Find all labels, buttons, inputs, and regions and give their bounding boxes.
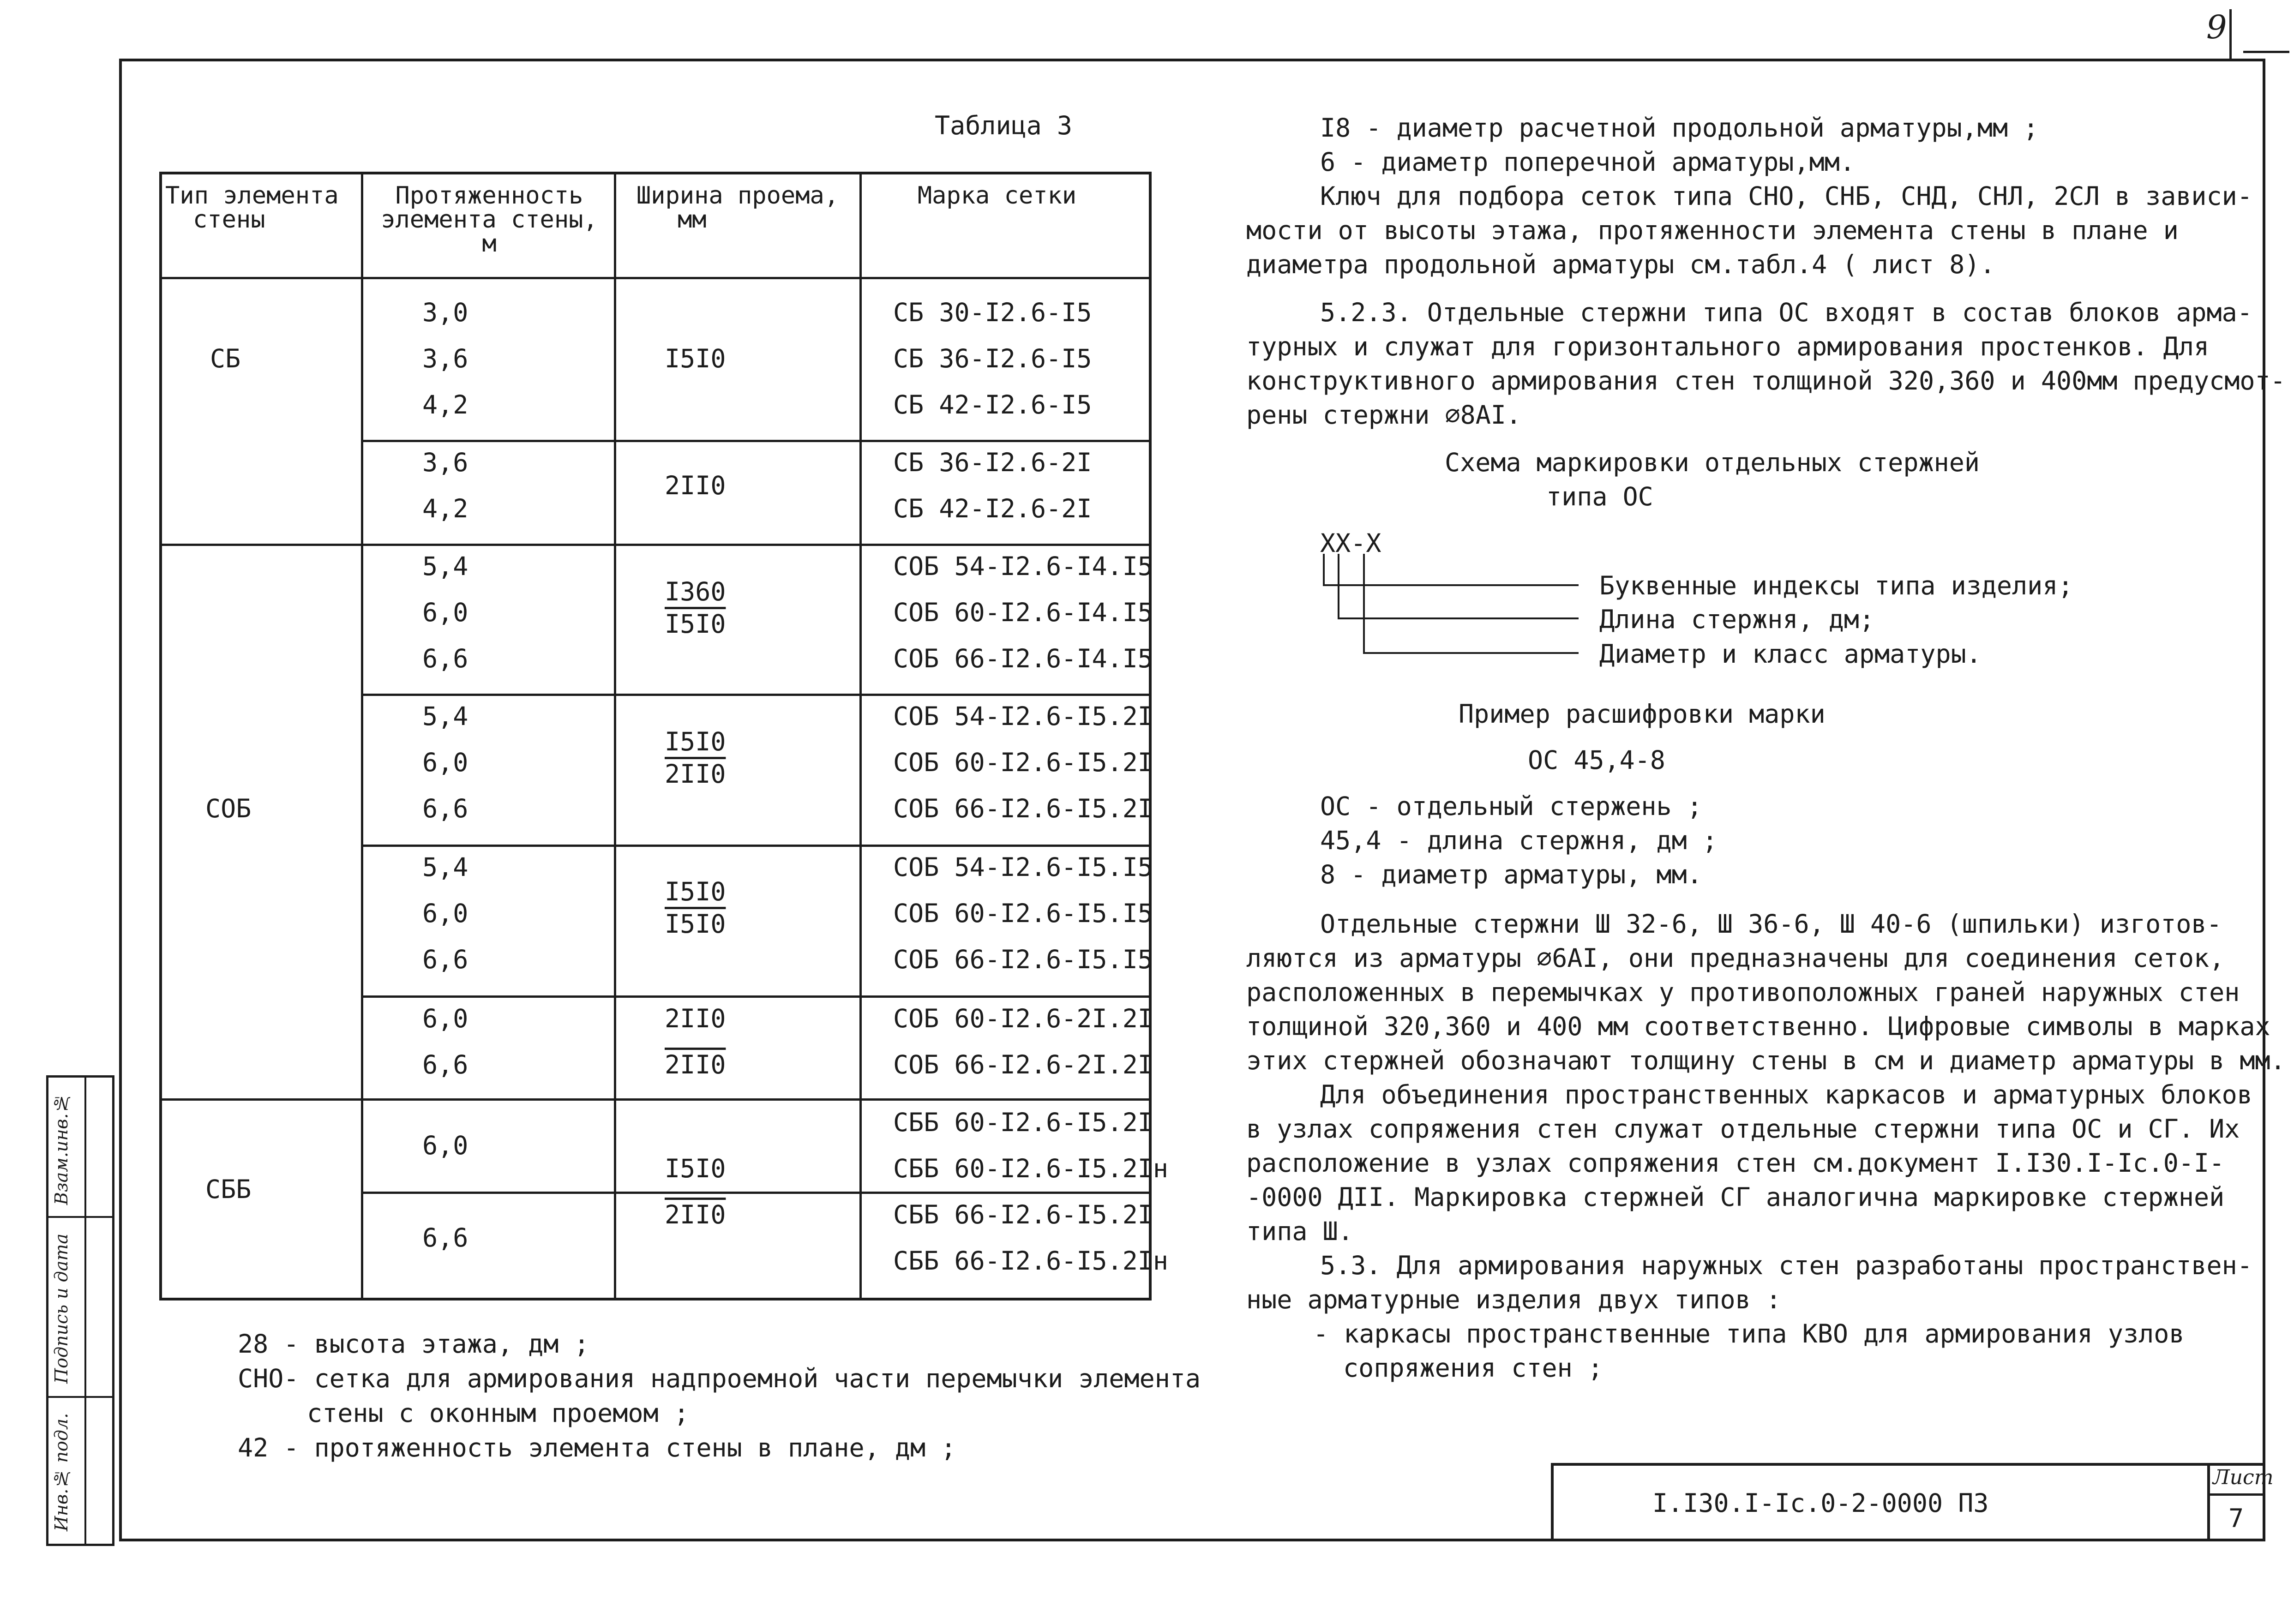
example-item: 8 - диаметр арматуры, мм. — [1320, 860, 1702, 889]
length-cell: 3,6 — [422, 344, 468, 373]
length-cell: 6,0 — [422, 1131, 468, 1160]
mark-cell: СОБ 66-I2.6-I5.2I — [893, 794, 1153, 823]
scheme-item: Буквенные индексы типа изделия; — [1599, 571, 2073, 600]
header-length-line2: элемента стены, — [381, 206, 598, 234]
length-cell: 6,6 — [422, 1050, 468, 1079]
mark-cell: СБ 36-I2.6-2I — [893, 448, 1092, 477]
mark-cell: СОБ 66-I2.6-I5.I5 — [893, 945, 1153, 974]
width-cell: 2II0 — [665, 471, 726, 500]
example-item: ОС - отдельный стержень ; — [1320, 791, 1702, 821]
header-length-line1: Протяженность — [395, 182, 583, 210]
length-cell: 4,2 — [422, 390, 468, 419]
scheme-code: XX-X — [1320, 528, 1381, 558]
text-line: типа Ш. — [1246, 1217, 1353, 1246]
sheet-label: Лист — [2213, 1466, 2274, 1489]
length-cell: 6,6 — [422, 1223, 468, 1252]
length-cell: 6,0 — [422, 598, 468, 627]
text-line: сопряжения стен ; — [1343, 1353, 1603, 1383]
text-line: 6 - диаметр поперечной арматуры,мм. — [1320, 147, 1855, 177]
width-cell-top: I5I0 — [665, 1154, 726, 1183]
width-cell-bottom: 2II0 — [665, 759, 726, 789]
type-sob: СОБ — [205, 794, 252, 823]
text-line: толщиной 320,360 и 400 мм соответственно. Цифровые символы в марках — [1246, 1012, 2270, 1041]
width-cell-bottom: 2II0 — [665, 1050, 726, 1079]
note-line: стены с оконным проемом ; — [307, 1398, 689, 1428]
mark-cell: СОБ 54-I2.6-I4.I5 — [893, 551, 1153, 581]
text-line: диаметра продольной арматуры см.табл.4 ( лист 8). — [1246, 250, 1995, 279]
scheme-leader-lines — [1320, 554, 1597, 665]
mark-cell: СБ 30-I2.6-I5 — [893, 298, 1092, 327]
mark-cell: СОБ 66-I2.6-2I.2I — [893, 1050, 1153, 1079]
header-width-line2: мм — [678, 206, 707, 234]
side-stamp — [46, 1075, 114, 1546]
note-line: 42 - протяженность элемента стены в плане, дм ; — [238, 1433, 956, 1462]
width-cell: I5I0 — [665, 344, 726, 373]
header-type-line1: Тип элемента — [165, 182, 339, 210]
text-line: расположенных в перемычках у противоположных граней наружных стен — [1246, 977, 2240, 1007]
width-cell-top: I5I0 — [665, 727, 726, 756]
document-code: I.I30.I-Ic.0-2-0000 ПЗ — [1652, 1488, 1989, 1518]
text-line: турных и служат для горизонтального армирования простенков. Для — [1246, 332, 2210, 361]
mark-cell: СОБ 60-I2.6-I5.2I — [893, 748, 1153, 777]
text-line: -0000 ДII. Маркировка стержней СГ аналогична маркировке стержней — [1246, 1182, 2225, 1212]
width-cell-top: I360 — [665, 577, 726, 606]
mark-cell: СОБ 60-I2.6-I4.I5 — [893, 598, 1153, 627]
length-cell: 6,0 — [422, 899, 468, 928]
text-line: ляются из арматуры ⌀6AI, они предназначены для соединения сеток, — [1246, 943, 2225, 973]
text-line: этих стержней обозначают толщину стены в см и диаметр арматуры в мм. — [1246, 1046, 2286, 1075]
length-cell: 6,0 — [422, 748, 468, 777]
text-line: Отдельные стержни Ш 32-6, Ш 36-6, Ш 40-6 (шпильки) изготов- — [1320, 909, 2222, 939]
stamp-inv-label: Инв.№ подл. — [51, 1413, 72, 1532]
width-cell-bottom: I5I0 — [665, 609, 726, 639]
mark-cell: СББ 60-I2.6-I5.2Iн — [893, 1154, 1169, 1183]
note-line: 28 - высота этажа, дм ; — [238, 1329, 589, 1359]
example-title: Пример расшифровки марки — [1459, 699, 1826, 729]
length-cell: 6,6 — [422, 945, 468, 974]
length-cell: 3,0 — [422, 298, 468, 327]
mark-cell: СОБ 54-I2.6-I5.2I — [893, 701, 1153, 731]
width-cell-bottom: 2II0 — [665, 1200, 726, 1229]
header-type-line2: стены — [193, 206, 265, 234]
mark-cell: СББ 66-I2.6-I5.2I — [893, 1200, 1153, 1229]
stamp-vzam-label: Взам.инв.№ — [51, 1093, 72, 1205]
width-cell-bottom: I5I0 — [665, 909, 726, 939]
length-cell: 5,4 — [422, 551, 468, 581]
mark-cell: СОБ 54-I2.6-I5.I5 — [893, 852, 1153, 882]
length-cell: 6,6 — [422, 644, 468, 673]
text-line: - каркасы пространственные типа КВО для армирования узлов — [1313, 1319, 2185, 1348]
header-mark: Марка сетки — [917, 182, 1077, 210]
sheet-box — [2207, 1463, 2274, 1541]
text-line: расположение в узлах сопряжения стен см.документ I.I30.I-Ic.0-I- — [1246, 1148, 2225, 1178]
corner-tick — [2229, 9, 2232, 60]
sheet-box-divider — [2210, 1493, 2264, 1496]
length-cell: 6,0 — [422, 1004, 468, 1033]
mark-cell: СББ 60-I2.6-I5.2I — [893, 1108, 1153, 1137]
mark-cell: СБ 42-I2.6-2I — [893, 494, 1092, 523]
mark-cell: СБ 36-I2.6-I5 — [893, 344, 1092, 373]
text-line: Ключ для подбора сеток типа СНО, СНБ, СНД, СНЛ, 2СЛ в зависи- — [1320, 181, 2252, 211]
mark-cell: СОБ 66-I2.6-I4.I5 — [893, 644, 1153, 673]
example-item: 45,4 - длина стержня, дм ; — [1320, 826, 1717, 855]
table-title: Таблица 3 — [935, 111, 1073, 140]
length-cell: 4,2 — [422, 494, 468, 523]
mark-cell: СБ 42-I2.6-I5 — [893, 390, 1092, 419]
stamp-divider-1 — [48, 1216, 112, 1218]
type-sb: СБ — [210, 344, 241, 373]
scheme-item: Диаметр и класс арматуры. — [1599, 639, 1982, 669]
corner-underline — [2243, 51, 2289, 53]
type-sbb: СББ — [205, 1175, 252, 1204]
note-line: СНО- сетка для армирования надпроемной части перемычки элемента — [238, 1364, 1201, 1393]
example-code: ОС 45,4-8 — [1528, 745, 1666, 775]
width-cell-top: I5I0 — [665, 877, 726, 906]
header-length-line3: м — [482, 230, 497, 258]
text-line: Для объединения пространственных каркасов и арматурных блоков — [1320, 1080, 2252, 1109]
text-line: ные арматурные изделия двух типов : — [1246, 1285, 1781, 1314]
corner-page-number: 9 — [2206, 8, 2227, 46]
mark-cell: СББ 66-I2.6-I5.2Iн — [893, 1246, 1169, 1276]
text-line: рены стержни ⌀8AI. — [1246, 400, 1522, 430]
text-line: в узлах сопряжения стен служат отдельные стержни типа ОС и СГ. Их — [1246, 1114, 2240, 1144]
text-line: мости от высоты этажа, протяженности элемента стены в плане и — [1246, 216, 2179, 245]
length-cell: 6,6 — [422, 794, 468, 823]
stamp-divider-2 — [48, 1396, 112, 1398]
mark-cell: СОБ 60-I2.6-I5.I5 — [893, 899, 1153, 928]
length-cell: 5,4 — [422, 852, 468, 882]
mark-cell: СОБ 60-I2.6-2I.2I — [893, 1004, 1153, 1033]
text-line: конструктивного армирования стен толщиной 320,360 и 400мм предусмот- — [1246, 366, 2286, 396]
length-cell: 3,6 — [422, 448, 468, 477]
text-line: 5.3. Для армирования наружных стен разработаны пространствен- — [1320, 1251, 2252, 1280]
length-cell: 5,4 — [422, 701, 468, 731]
stamp-signature-label: Подпись и дата — [51, 1233, 72, 1384]
text-line: I8 - диаметр расчетной продольной арматуры,мм ; — [1320, 113, 2039, 143]
width-cell-top: 2II0 — [665, 1004, 726, 1033]
scheme-item: Длина стержня, дм; — [1599, 605, 1875, 634]
header-width-line1: Ширина проема, — [636, 182, 839, 210]
text-line: 5.2.3. Отдельные стержни типа ОС входят в состав блоков арма- — [1320, 298, 2252, 327]
sheet-number: 7 — [2228, 1504, 2244, 1533]
scheme-subtitle: типа ОС — [1546, 482, 1653, 511]
scheme-title: Схема маркировки отдельных стержней — [1445, 448, 1980, 477]
stamp-divider-vertical — [84, 1078, 86, 1544]
